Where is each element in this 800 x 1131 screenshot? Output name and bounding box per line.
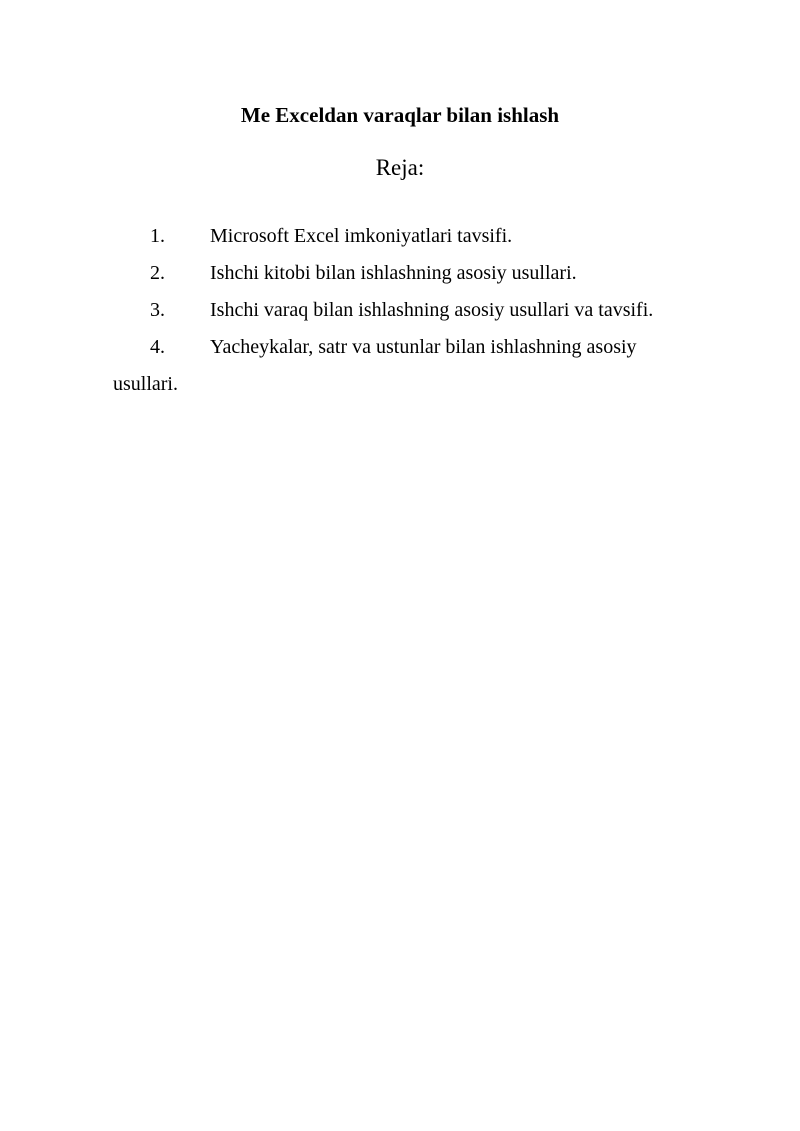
plan-item-2 xyxy=(0,257,800,294)
plan-item-3 xyxy=(0,294,800,331)
plan-item-number: 2. xyxy=(150,262,165,284)
plan-item-text: Ishchi varaq bilan ishlashning asosiy usullari va tavsifi. xyxy=(210,299,654,321)
plan-item-text-continuation: usullari. xyxy=(113,373,178,395)
plan-list xyxy=(0,220,800,395)
plan-heading: Reja: xyxy=(375,155,425,180)
plan-item-4 xyxy=(0,331,800,395)
document-title: Me Exceldan varaqlar bilan ishlash xyxy=(240,103,560,127)
plan-item-number: 4. xyxy=(150,336,165,358)
plan-item-text: Microsoft Excel imkoniyatlari tavsifi. xyxy=(210,225,513,247)
plan-item-number: 1. xyxy=(150,225,165,247)
plan-item-text: Yacheykalar, satr va ustunlar bilan ishlashning asosiy xyxy=(210,336,637,358)
plan-item-1 xyxy=(0,220,800,257)
plan-item-number: 3. xyxy=(150,299,165,321)
plan-item-text: Ishchi kitobi bilan ishlashning asosiy usullari. xyxy=(210,262,577,284)
